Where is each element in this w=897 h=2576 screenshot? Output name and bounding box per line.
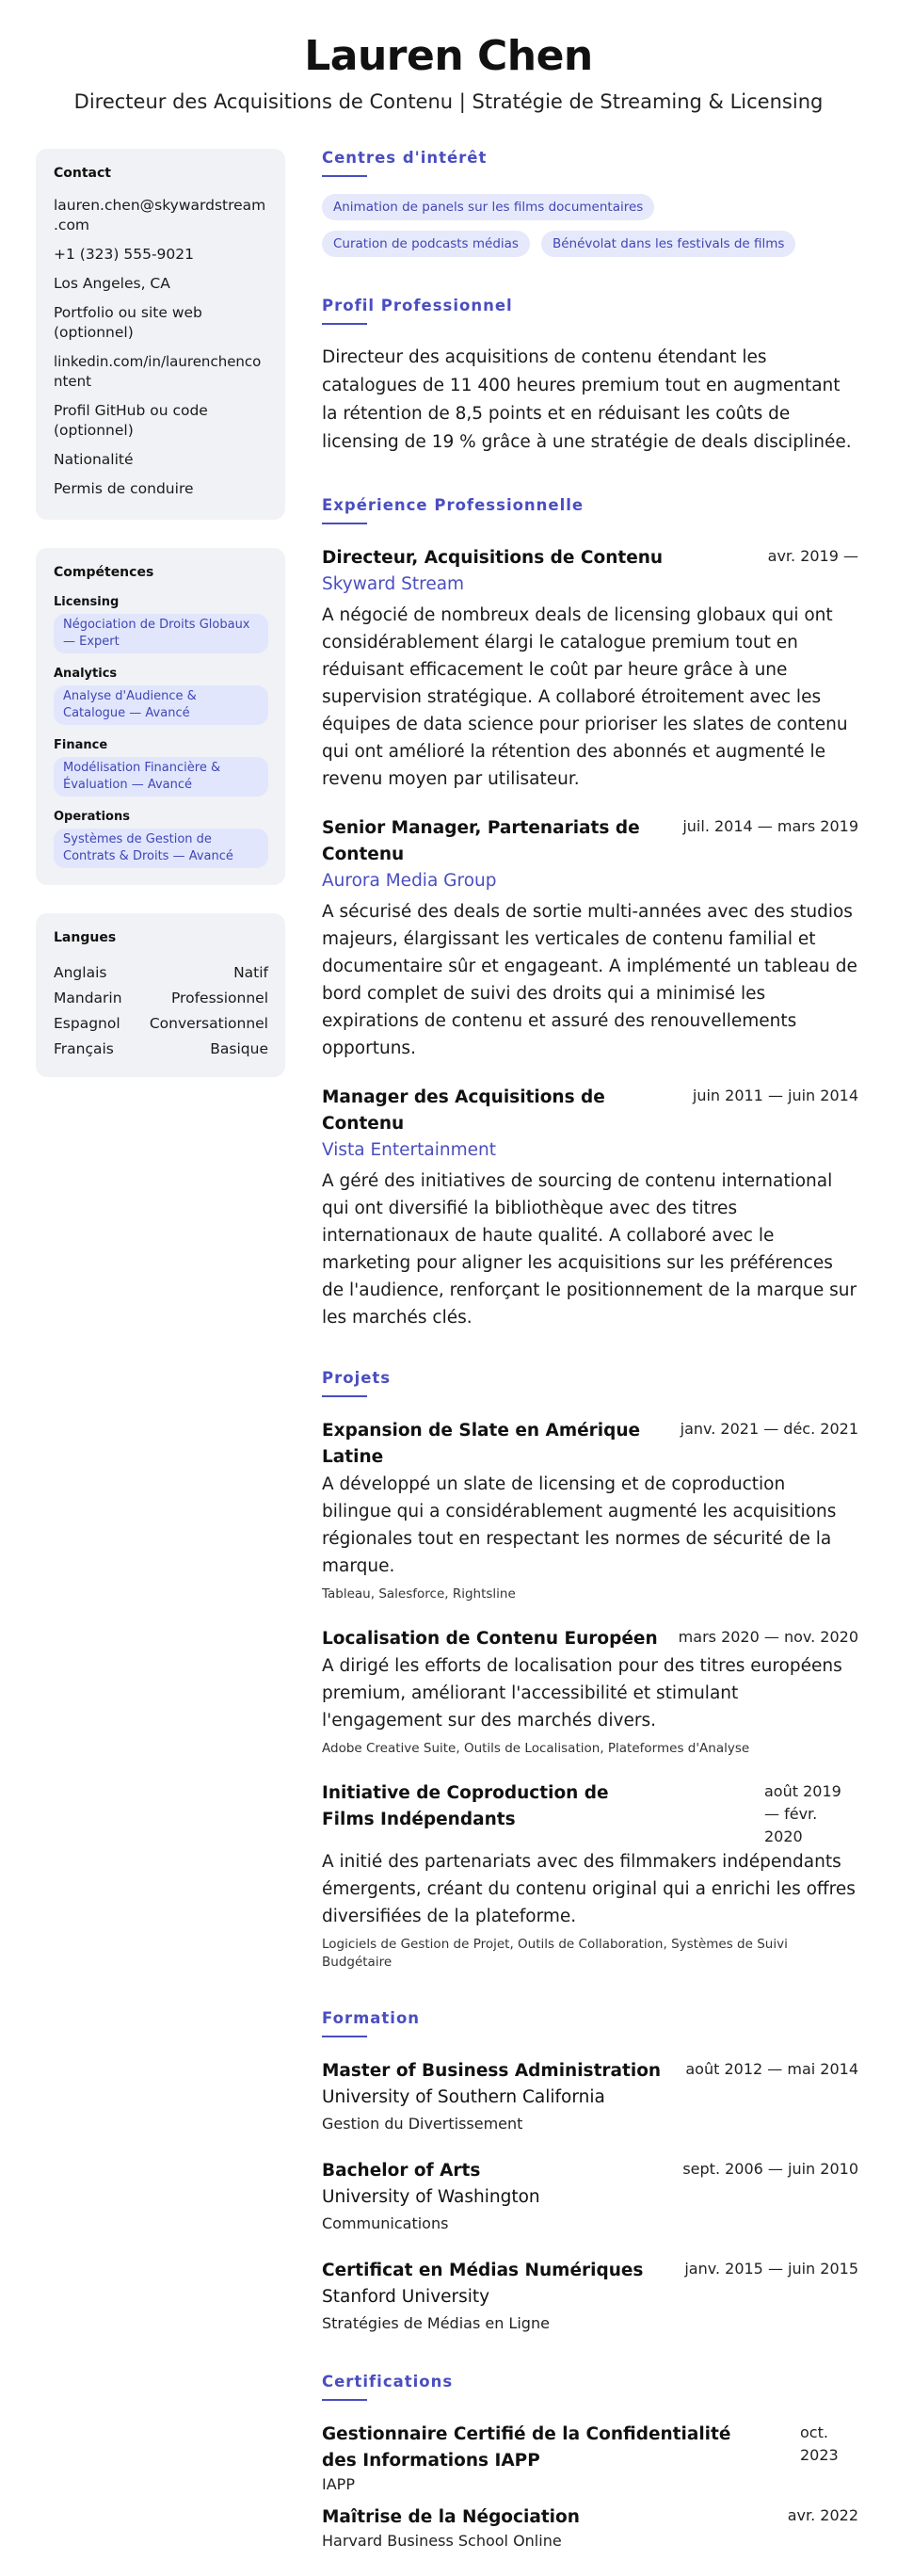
language-level: Basique — [210, 1040, 268, 1057]
experience-entry — [322, 1085, 858, 1331]
language-row — [54, 960, 268, 986]
school-name: University of Southern California — [322, 2087, 605, 2107]
interest-list — [322, 194, 858, 257]
skills-card — [36, 548, 285, 885]
interest-tag: Animation de panels sur les films documentaires — [322, 194, 654, 220]
language-name: Anglais — [54, 964, 107, 981]
project-name: Localisation de Contenu Européen — [322, 1629, 658, 1649]
certification-date: oct. 2023 — [800, 2423, 839, 2464]
profile-summary: Directeur des acquisitions de contenu étendant les catalogues de 11 400 heures premium tout en augmentant la rétention de 8,5 points et en réduisant les coûts de licensing de 19 % grâce à une stratégie de deals disciplinée. — [322, 347, 852, 452]
language-name: Français — [54, 1040, 114, 1057]
projects-section — [322, 1369, 858, 1972]
certification-issuer: Harvard Business School Online — [322, 2532, 562, 2550]
certification-date: avr. 2022 — [787, 2506, 858, 2524]
project-entry — [322, 1418, 858, 1603]
job-description: A sécurisé des deals de sortie multi-années avec des studios majeurs, élargissant les verticales de contenu familial et documentaire sûr et engageant. A implémenté un tableau de bord complet de suivi des droits qui a minimisé les expirations de contenu et assuré des renouvellements opportuns. — [322, 902, 857, 1058]
interest-tag: Curation de podcasts médias — [322, 231, 530, 257]
section-divider — [322, 523, 367, 524]
languages-card — [36, 913, 285, 1077]
project-description: A initié des partenariats avec des filmmakers indépendants émergents, créant du contenu original qui a enrichi les offres diversifiées de la plateforme. — [322, 1852, 856, 1926]
contact-nationality: Nationalité — [54, 451, 134, 468]
section-divider — [322, 2399, 367, 2401]
skill-category: Finance — [54, 738, 108, 752]
contact-location: Los Angeles, CA — [54, 275, 170, 292]
skill-category: Operations — [54, 810, 130, 824]
certification-entry — [322, 2422, 858, 2495]
education-dates: août 2012 — mai 2014 — [685, 2060, 858, 2078]
project-tools: Adobe Creative Suite, Outils de Localisation, Plateformes d'Analyse — [322, 1741, 750, 1756]
degree-name: Certificat en Médias Numériques — [322, 2261, 644, 2280]
sidebar — [36, 149, 285, 1105]
section-title: Certifications — [322, 2373, 454, 2391]
language-level: Natif — [233, 964, 268, 981]
job-dates: juil. 2014 — mars 2019 — [682, 817, 858, 835]
skill-category: Analytics — [54, 667, 118, 681]
contact-github[interactable]: Profil GitHub ou code (optionnel) — [54, 402, 208, 439]
section-divider — [322, 323, 367, 325]
contact-phone[interactable]: +1 (323) 555-9021 — [54, 246, 195, 263]
profile-section — [322, 297, 858, 457]
languages-heading: Langues — [54, 930, 117, 945]
company-name: Vista Entertainment — [322, 1140, 496, 1160]
project-entry — [322, 1780, 858, 1972]
project-dates: janv. 2021 — déc. 2021 — [680, 1420, 858, 1438]
degree-name: Bachelor of Arts — [322, 2161, 481, 2181]
certification-entry — [322, 2504, 858, 2552]
candidate-title: Directeur des Acquisitions de Contenu | Stratégie de Streaming & Licensing — [73, 90, 824, 113]
job-title: Senior Manager, Partenariats de Contenu — [322, 818, 640, 864]
language-row — [54, 986, 268, 1011]
skill-tag: Négociation de Droits Globaux — Expert — [54, 614, 268, 653]
project-dates: mars 2020 — nov. 2020 — [678, 1628, 858, 1646]
job-dates: juin 2011 — juin 2014 — [692, 1087, 858, 1104]
contact-heading: Contact — [54, 166, 111, 181]
interest-tag: Bénévolat dans les festivals de films — [541, 231, 795, 257]
language-row — [54, 1011, 268, 1037]
section-divider — [322, 2036, 367, 2037]
field-of-study: Stratégies de Médias en Ligne — [322, 2314, 550, 2332]
contact-linkedin[interactable]: linkedin.com/in/laurenchencontent — [54, 353, 262, 390]
skill-tag: Analyse d'Audience & Catalogue — Avancé — [54, 685, 268, 725]
education-section — [322, 2009, 858, 2335]
company-name: Skyward Stream — [322, 574, 465, 594]
section-title: Projets — [322, 1369, 392, 1387]
resume-header — [0, 28, 897, 115]
skills-heading: Compétences — [54, 565, 154, 580]
section-title: Expérience Professionnelle — [322, 496, 585, 514]
contact-license: Permis de conduire — [54, 480, 194, 497]
project-tools: Tableau, Salesforce, Rightsline — [322, 1586, 516, 1602]
education-dates: sept. 2006 — juin 2010 — [682, 2160, 858, 2178]
project-entry — [322, 1626, 858, 1758]
company-name: Aurora Media Group — [322, 871, 497, 891]
field-of-study: Gestion du Divertissement — [322, 2115, 523, 2133]
section-title: Formation — [322, 2009, 421, 2027]
project-description: A développé un slate de licensing et de coproduction bilingue qui a considérablement augmenté les acquisitions régionales tout en respectant les normes de sécurité de la marque. — [322, 1474, 837, 1576]
language-name: Espagnol — [54, 1015, 120, 1032]
project-name: Initiative de Coproduction de Films Indépendants — [322, 1783, 609, 1829]
section-title: Centres d'intérêt — [322, 149, 488, 167]
certification-issuer: IAPP — [322, 2475, 355, 2493]
interests-section — [322, 149, 858, 257]
degree-name: Master of Business Administration — [322, 2061, 662, 2081]
language-level: Professionnel — [170, 990, 268, 1006]
project-name: Expansion de Slate en Amérique Latine — [322, 1421, 641, 1467]
school-name: Stanford University — [322, 2287, 490, 2307]
job-title: Directeur, Acquisitions de Contenu — [322, 548, 664, 568]
contact-email[interactable]: lauren.chen@skywardstream.com — [54, 197, 266, 233]
project-tools: Logiciels de Gestion de Projet, Outils de Collaboration, Systèmes de Suivi Budgétaire — [322, 1937, 788, 1970]
school-name: University of Washington — [322, 2187, 540, 2207]
project-dates: août 2019 — févr. 2020 — [764, 1782, 841, 1845]
skill-tag: Modélisation Financière & Évaluation — Avancé — [54, 757, 268, 797]
language-row — [54, 1037, 268, 1062]
certifications-section — [322, 2373, 858, 2552]
contact-portfolio[interactable]: Portfolio ou site web (optionnel) — [54, 304, 202, 341]
section-divider — [322, 1395, 367, 1397]
language-name: Mandarin — [54, 990, 122, 1006]
education-entry — [322, 2158, 858, 2235]
skill-category: Licensing — [54, 595, 120, 609]
job-dates: avr. 2019 — — [767, 547, 858, 565]
job-description: A géré des initiatives de sourcing de contenu international qui ont diversifié la bibliothèque avec des titres internationaux de haute qualité. A collaboré avec le marketing pour aligner les acquisitions sur les préférences de l'audience, renforçant le positionnement de la marque sur les marchés clés. — [322, 1171, 857, 1328]
job-title: Manager des Acquisitions de Contenu — [322, 1087, 605, 1134]
contact-card — [36, 149, 285, 520]
education-entry — [322, 2258, 858, 2335]
certification-name: Maîtrise de la Négociation — [322, 2507, 580, 2527]
project-description: A dirigé les efforts de localisation pour des titres européens premium, améliorant l'accessibilité et stimulant l'engagement sur des marchés divers. — [322, 1656, 842, 1731]
experience-entry — [322, 815, 858, 1062]
experience-entry — [322, 545, 858, 793]
section-title: Profil Professionnel — [322, 297, 513, 314]
candidate-name: Lauren Chen — [304, 32, 593, 80]
education-entry — [322, 2058, 858, 2135]
experience-section — [322, 496, 858, 1331]
job-description: A négocié de nombreux deals de licensing globaux qui ont considérablement élargi le catalogue premium tout en réduisant efficacement le coût par heure grâce à une supervision stratégique. A collaboré étroitement avec les équipes de data science pour prioriser les slates de contenu qui ont amélioré la rétention des abonnés et augmenté le revenu moyen par utilisateur. — [322, 605, 848, 789]
certification-name: Gestionnaire Certifié de la Confidentialité des Informations IAPP — [322, 2424, 731, 2471]
field-of-study: Communications — [322, 2214, 449, 2232]
section-divider — [322, 175, 367, 177]
skill-tag: Systèmes de Gestion de Contrats & Droits — Avancé — [54, 829, 268, 868]
education-dates: janv. 2015 — juin 2015 — [684, 2260, 858, 2278]
main-content — [322, 149, 858, 2576]
language-level: Conversationnel — [149, 1015, 268, 1032]
